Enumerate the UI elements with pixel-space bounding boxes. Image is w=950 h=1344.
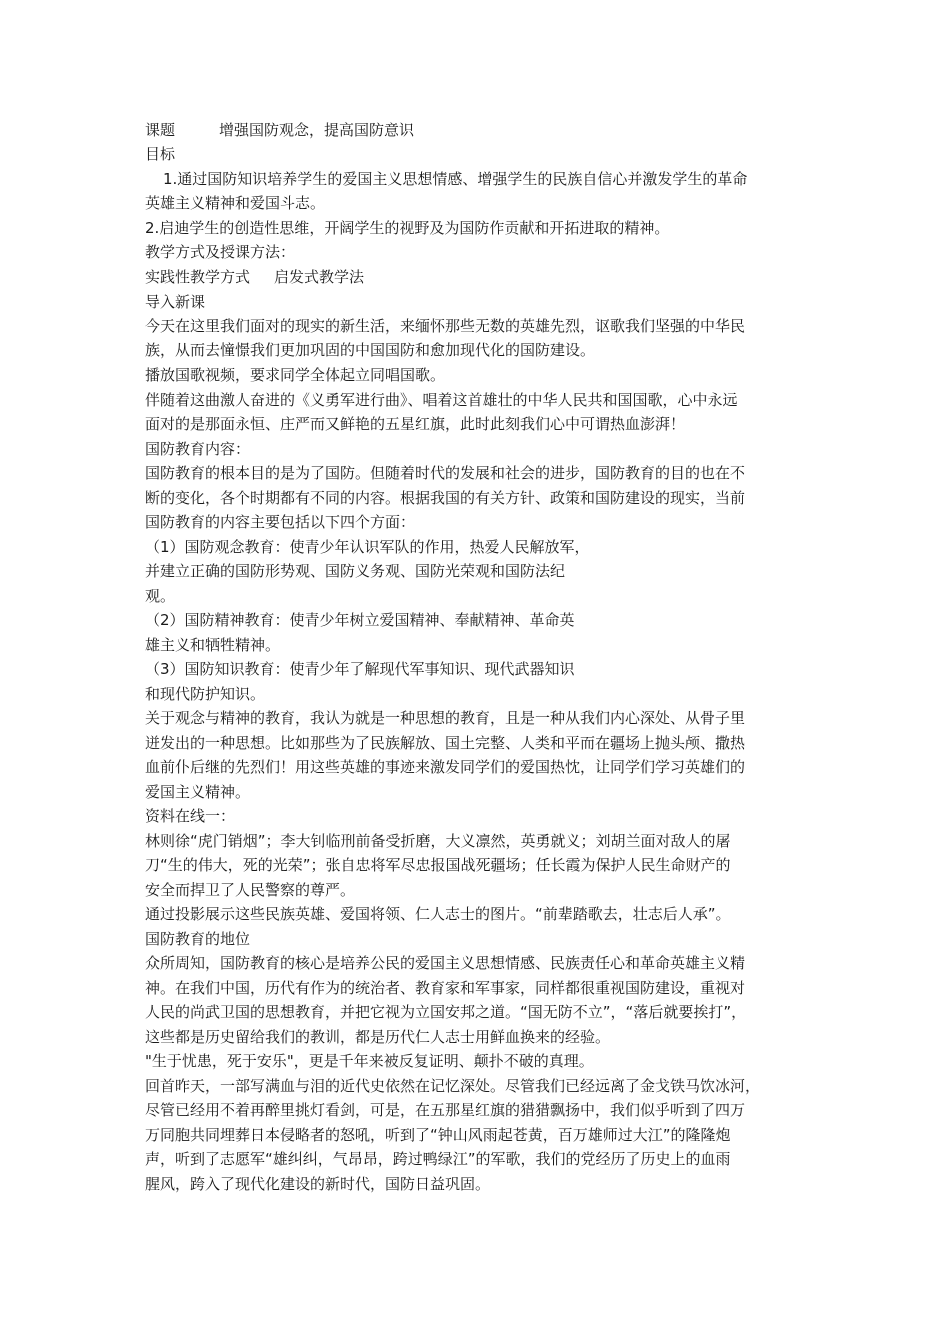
intro-heading: 导入新课 <box>145 293 206 311</box>
paragraph-line: 关于观念与精神的教育，我认为就是一种思想的教育，且是一种从我们内心深处、从骨子里 <box>145 709 746 727</box>
goal-heading: 目标 <box>145 145 176 163</box>
paragraph-line: 林则徐“虎门销烟”；李大钊临刑前备受折磨，大义凛然，英勇就义；刘胡兰面对敌人的屠 <box>145 832 731 850</box>
paragraph-line: 通过投影展示这些民族英雄、爱国将领、仁人志士的图片。“前辈踏歌去，壮志后人承”。 <box>145 905 731 923</box>
paragraph-line: 回首昨天，一部写满血与泪的近代史依然在记忆深处。尽管我们已经远离了金戈铁马饮冰河， <box>145 1077 761 1095</box>
list-item: （2）国防精神教育：使青少年树立爱国精神、奉献精神、革命英 <box>145 611 575 629</box>
paragraph-line: 刀“生的伟大，死的光荣”；张自忠将军尽忠报国战死疆场；任长霞为保护人民生命财产的 <box>145 856 731 874</box>
paragraph-line: 断的变化，各个时期都有不同的内容。根据我国的有关方针、政策和国防建设的现实，当前 <box>145 489 746 507</box>
paragraph-line: 声，听到了志愿军“雄纠纠，气昂昂，跨过鸭绿江”的军歌，我们的党经历了历史上的血雨 <box>145 1150 731 1168</box>
paragraph-line: 神。在我们中国，历代有作为的统治者、教育家和军事家，同样都很重视国防建设，重视对 <box>145 979 746 997</box>
goal-2: 2.启迪学生的创造性思维，开阔学生的视野及为国防作贡献和开拓进取的精神。 <box>145 219 670 237</box>
status-heading: 国防教育的地位 <box>145 930 251 948</box>
paragraph-line: 万同胞共同埋葬日本侵略者的怒吼，听到了“钟山风雨起苍黄，百万雄师过大江”的隆隆炮 <box>145 1126 731 1144</box>
paragraph-line: 尽管已经用不着再醉里挑灯看剑，可是，在五那星红旗的猎猎飘扬中，我们似乎听到了四万 <box>145 1101 746 1119</box>
paragraph-line: 人民的尚武卫国的思想教育，并把它视为立国安邦之道。“国无防不立”，“落后就要挨打”， <box>145 1003 747 1021</box>
list-item: 并建立正确的国防形势观、国防义务观、国防光荣观和国防法纪 <box>145 562 566 580</box>
paragraph-line: 众所周知，国防教育的核心是培养公民的爱国主义思想情感、民族责任心和革命英雄主义精 <box>145 954 746 972</box>
paragraph-line: 国防教育的根本目的是为了国防。但随着时代的发展和社会的进步，国防教育的目的也在不 <box>145 464 746 482</box>
method-b: 启发式教学法 <box>274 268 365 286</box>
method-line <box>145 265 364 289</box>
paragraph-line: 腥风，跨入了现代化建设的新时代，国防日益巩固。 <box>145 1175 491 1193</box>
list-item: （3）国防知识教育：使青少年了解现代军事知识、现代武器知识 <box>145 660 575 678</box>
paragraph-line: 安全而捍卫了人民警察的尊严。 <box>145 881 356 899</box>
goal-1-line-1: 1.通过国防知识培养学生的爱国主义思想情感、增强学生的民族自信心并激发学生的革命 <box>163 170 748 188</box>
title-label: 课题 <box>145 121 176 139</box>
list-item: 观。 <box>145 587 176 605</box>
goal-1-line-2: 英雄主义精神和爱国斗志。 <box>145 194 326 212</box>
paragraph-line: 今天在这里我们面对的现实的新生活，来缅怀那些无数的英雄先烈，讴歌我们坚强的中华民 <box>145 317 746 335</box>
paragraph-line: 国防教育的内容主要包括以下四个方面： <box>145 513 416 531</box>
list-item: 和现代防护知识。 <box>145 685 266 703</box>
paragraph-line: 血前仆后继的先烈们！用这些英雄的事迹来激发同学们的爱国热忱，让同学们学习英雄们的 <box>145 758 746 776</box>
content-heading: 国防教育内容： <box>145 440 251 458</box>
paragraph-line: 这些都是历史留给我们的教训，都是历代仁人志士用鲜血换来的经验。 <box>145 1028 611 1046</box>
paragraph-line: 爱国主义精神。 <box>145 783 251 801</box>
paragraph-line: 迸发出的一种思想。比如那些为了民族解放、国土完整、人类和平而在疆场上抛头颅、撒热 <box>145 734 746 752</box>
paragraph-line: 面对的是那面永恒、庄严而又鲜艳的五星红旗，此时此刻我们心中可谓热血澎湃！ <box>145 415 686 433</box>
method-heading: 教学方式及授课方法： <box>145 243 296 261</box>
list-item: 雄主义和牺牲精神。 <box>145 636 281 654</box>
paragraph-line: 伴随着这曲激人奋进的《义勇军进行曲》、唱着这首雄壮的中华人民共和国国歌，心中永远 <box>145 391 738 409</box>
info-heading: 资料在线一： <box>145 807 236 825</box>
list-item: （1）国防观念教育：使青少年认识军队的作用，热爱人民解放军， <box>145 538 590 556</box>
paragraph-line: 族，从而去憧憬我们更加巩固的中国国防和愈加现代化的国防建设。 <box>145 341 596 359</box>
method-a: 实践性教学方式 <box>145 268 251 286</box>
paragraph-line: "生于忧患，死于安乐"，更是千年来被反复证明、颠扑不破的真理。 <box>145 1052 594 1070</box>
lesson-title: 增强国防观念，提高国防意识 <box>219 121 415 139</box>
paragraph-line: 播放国歌视频，要求同学全体起立同唱国歌。 <box>145 366 446 384</box>
